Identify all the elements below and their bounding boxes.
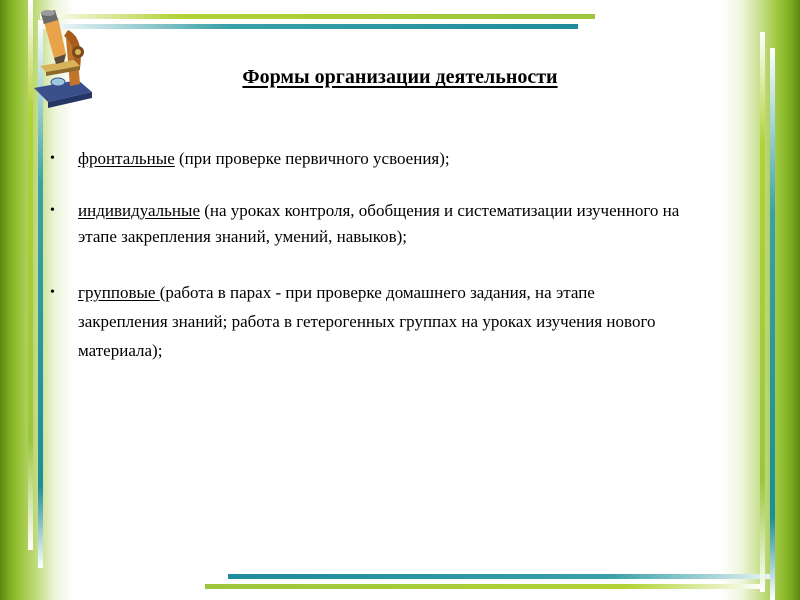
list-item-term: фронтальные	[78, 149, 175, 168]
slide-title: Формы организации деятельности	[242, 66, 558, 88]
decorative-stripe	[770, 48, 775, 600]
list-item-text: (работа в парах - при проверке домашнего задания, на этапе закрепления знаний; работа в гетерогенных группах на уроках изучения нового материала);	[78, 283, 656, 360]
decorative-stripe	[760, 32, 765, 592]
microscope-icon	[28, 8, 100, 112]
decorative-stripe	[228, 574, 773, 579]
bullet-marker: •	[50, 151, 55, 166]
list-item-term: индивидуальные	[78, 201, 200, 220]
decorative-stripe	[205, 584, 765, 589]
bullet-marker: •	[50, 203, 55, 218]
list-item-term: групповые	[78, 283, 160, 302]
decorative-stripe	[40, 24, 578, 29]
bullet-list	[50, 146, 680, 365]
list-item-text: (на уроках контроля, обобщения и систематизации изученного на этапе закрепления знаний, умений, навыков);	[78, 201, 680, 246]
list-item	[50, 278, 680, 365]
decorative-stripe	[40, 14, 595, 19]
bullet-marker: •	[50, 285, 55, 300]
list-item-text: (при проверке первичного усвоения);	[174, 149, 450, 168]
list-item	[50, 146, 680, 172]
list-item	[50, 198, 680, 250]
